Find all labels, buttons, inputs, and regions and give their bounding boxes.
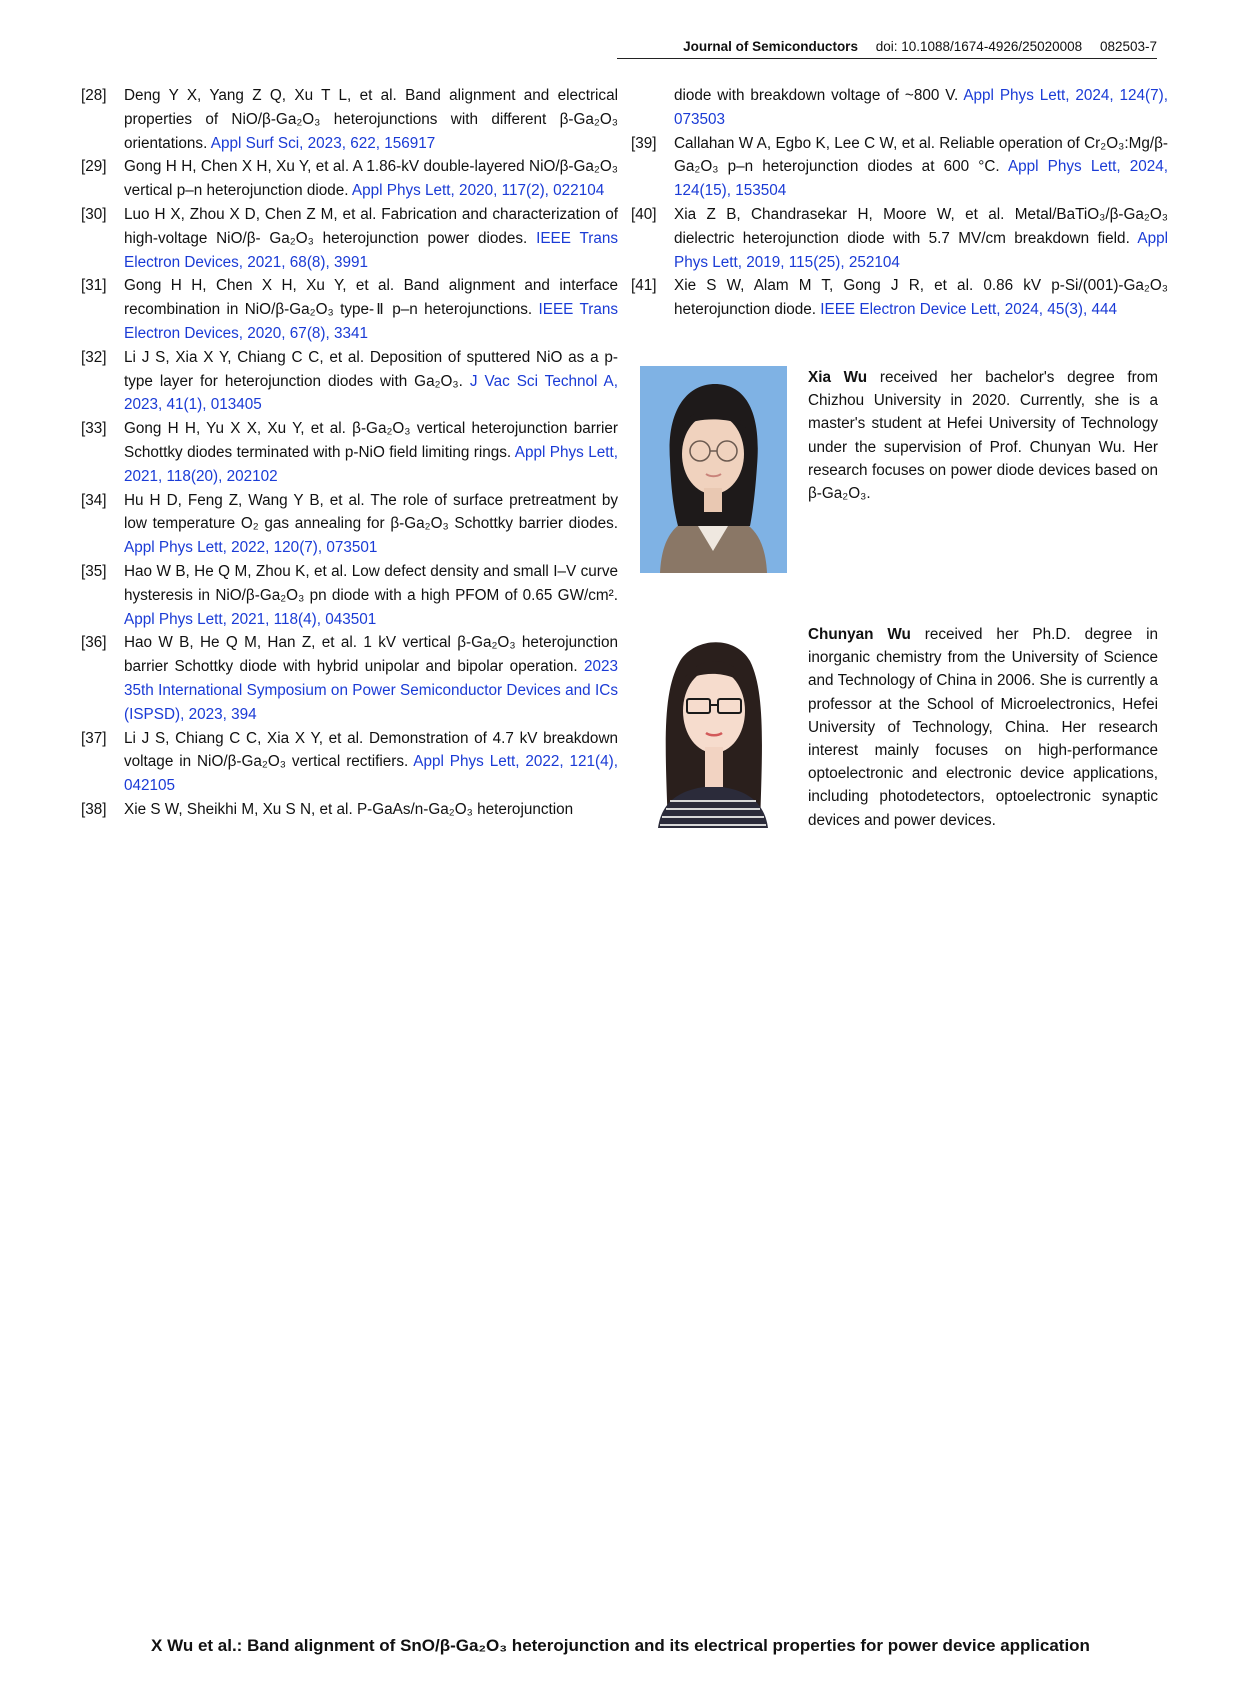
reference-item	[81, 84, 618, 155]
reference-link[interactable]: J Vac Sci Technol A, 2023, 41(1), 013405	[124, 372, 618, 414]
reference-text: Luo H X, Zhou X D, Chen Z M, et al. Fabrication and characterization of high-voltage NiO/β- Ga₂O₃ heterojunction power diodes.	[124, 205, 618, 247]
reference-number: [29]	[81, 158, 107, 176]
reference-link[interactable]: IEEE Trans Electron Devices, 2020, 67(8), 3341	[124, 301, 618, 342]
reference-link[interactable]: Appl Phys Lett, 2019, 115(25), 252104	[674, 229, 1168, 271]
reference-continuation	[631, 84, 1168, 132]
reference-item	[81, 798, 618, 822]
reference-item	[631, 203, 1168, 274]
reference-text: diode with breakdown voltage of ~800 V.	[674, 87, 964, 104]
reference-number: [31]	[81, 277, 107, 295]
journal-name: Journal of Semiconductors	[683, 39, 858, 54]
reference-number: [32]	[81, 348, 107, 366]
bio-description: received her Ph.D. degree in inorganic chemistry from the University of Science and Technology of China in 2006. She is currently a professor at the School of Microelectronics, Hefei University of Technology, China. Her research interest mainly focuses on high-performance optoelectronic and electronic device applications, including photodetectors, optoelectronic synaptic devices and power devices.	[808, 626, 1158, 829]
reference-item	[81, 155, 618, 203]
author-bio-chunyan-wu	[640, 623, 1158, 853]
reference-item	[81, 631, 618, 726]
references-right-column	[631, 84, 1168, 322]
reference-link[interactable]: Appl Surf Sci, 2023, 622, 156917	[210, 134, 436, 152]
bio-description: received her bachelor's degree from Chizhou University in 2020. Currently, she is a master's student at Hefei University of Technology under the supervision of Prof. Chunyan Wu. Her research focuses on power diode devices based on β-Ga₂O₃.	[808, 369, 1158, 503]
reference-number: [28]	[81, 87, 107, 104]
reference-text: Xie S W, Alam M T, Gong J R, et al. 0.86 kV p-Si/(001)-Ga₂O₃ heterojunction diode.	[674, 277, 1168, 319]
reference-text: Deng Y X, Yang Z Q, Xu T L, et al. Band alignment and electrical properties of NiO/β-Ga₂O₃ heterojunctions with different β-Ga₂O₃ orientations.	[124, 87, 618, 152]
reference-number: [41]	[631, 277, 657, 295]
reference-number: [36]	[81, 634, 107, 652]
reference-link[interactable]: Appl Phys Lett, 2024, 124(15), 153504	[674, 158, 1168, 200]
reference-link[interactable]: 2023 35th International Symposium on Power Semiconductor Devices and ICs (ISPSD), 2023, 394	[124, 658, 618, 723]
running-header	[617, 39, 1157, 59]
reference-text: Hao W B, He Q M, Han Z, et al. 1 kV vertical β-Ga₂O₃ heterojunction barrier Schottky diode with hybrid unipolar and bipolar operation.	[124, 634, 618, 676]
author-photo	[640, 623, 787, 828]
reference-text: Li J S, Xia X Y, Chiang C C, et al. Deposition of sputtered NiO as a p-type layer for heterojunction diodes with Ga₂O₃.	[124, 348, 618, 390]
reference-number: [34]	[81, 491, 107, 509]
reference-text: Gong H H, Chen X H, Xu Y, et al. Band alignment and interface recombination in NiO/β-Ga₂O₃ type-Ⅱ p–n heterojunctions.	[124, 277, 618, 319]
reference-item	[631, 132, 1168, 203]
reference-text: Xie S W, Sheikhi M, Xu S N, et al. P-GaAs/n-Ga₂O₃ heterojunction	[124, 800, 574, 818]
bio-text	[808, 366, 1158, 505]
reference-number: [40]	[631, 205, 657, 223]
reference-item	[81, 203, 618, 274]
reference-link[interactable]: IEEE Trans Electron Devices, 2021, 68(8), 3991	[124, 229, 618, 271]
doi: doi: 10.1088/1674-4926/25020008	[875, 39, 1083, 54]
reference-number: [39]	[631, 134, 657, 152]
reference-item	[631, 274, 1168, 322]
reference-link[interactable]: Appl Phys Lett, 2021, 118(20), 202102	[124, 443, 618, 485]
reference-number: [30]	[81, 205, 107, 223]
reference-link[interactable]: Appl Phys Lett, 2020, 117(2), 022104	[351, 182, 605, 200]
reference-link[interactable]: Appl Phys Lett, 2024, 124(7), 073503	[674, 87, 1168, 128]
reference-text: Xia Z B, Chandrasekar H, Moore W, et al. Metal/BaTiO₃/β-Ga₂O₃ dielectric heterojunction diode with 5.7 MV/cm breakdown field.	[674, 205, 1168, 247]
reference-number: [37]	[81, 729, 107, 747]
reference-item	[81, 417, 618, 488]
reference-item	[81, 274, 618, 345]
reference-link[interactable]: Appl Phys Lett, 2022, 120(7), 073501	[124, 539, 378, 557]
reference-item	[81, 560, 618, 631]
reference-text: Li J S, Chiang C C, Xia X Y, et al. Demonstration of 4.7 kV breakdown voltage in NiO/β-Ga₂O₃ vertical rectifiers.	[124, 729, 618, 771]
reference-text: Gong H H, Yu X X, Xu Y, et al. β-Ga₂O₃ vertical heterojunction barrier Schottky diodes terminated with p-NiO field limiting rings.	[124, 420, 618, 461]
reference-link[interactable]: Appl Phys Lett, 2021, 118(4), 043501	[124, 610, 377, 628]
reference-item	[81, 346, 618, 417]
reference-item	[81, 489, 618, 560]
page-number: 082503-7	[1099, 39, 1157, 54]
reference-text: Hao W B, He Q M, Zhou K, et al. Low defect density and small I–V curve hysteresis in NiO/β-Ga₂O₃ pn diode with a high PFOM of 0.65 GW/cm².	[124, 562, 618, 604]
reference-link[interactable]: Appl Phys Lett, 2022, 121(4), 042105	[124, 753, 618, 795]
author-name: Chunyan Wu	[808, 626, 911, 643]
author-name: Xia Wu	[808, 369, 868, 386]
reference-item	[81, 727, 618, 798]
author-photo	[640, 366, 787, 573]
reference-text: Hu H D, Feng Z, Wang Y B, et al. The role of surface pretreatment by low temperature O₂ gas annealing for β-Ga₂O₃ Schottky barrier diodes.	[124, 491, 618, 533]
reference-number: [33]	[81, 420, 107, 438]
reference-number: [35]	[81, 562, 107, 580]
references-left-column	[81, 84, 618, 822]
bio-text	[808, 623, 1158, 832]
reference-text: Callahan W A, Egbo K, Lee C W, et al. Reliable operation of Cr₂O₃:Mg/β-Ga₂O₃ p–n heterojunction diodes at 600 °C.	[674, 134, 1168, 176]
reference-link[interactable]: IEEE Electron Device Lett, 2024, 45(3), 444	[820, 301, 1118, 319]
reference-text: Gong H H, Chen X H, Xu Y, et al. A 1.86-kV double-layered NiO/β-Ga₂O₃ vertical p–n heterojunction diode.	[124, 158, 618, 200]
running-footer: X Wu et al.: Band alignment of SnO/β-Ga₂O₃ heterojunction and its electrical properties for power device application	[151, 1636, 1090, 1655]
author-bio-xia-wu	[640, 366, 1158, 576]
reference-number: [38]	[81, 800, 107, 818]
